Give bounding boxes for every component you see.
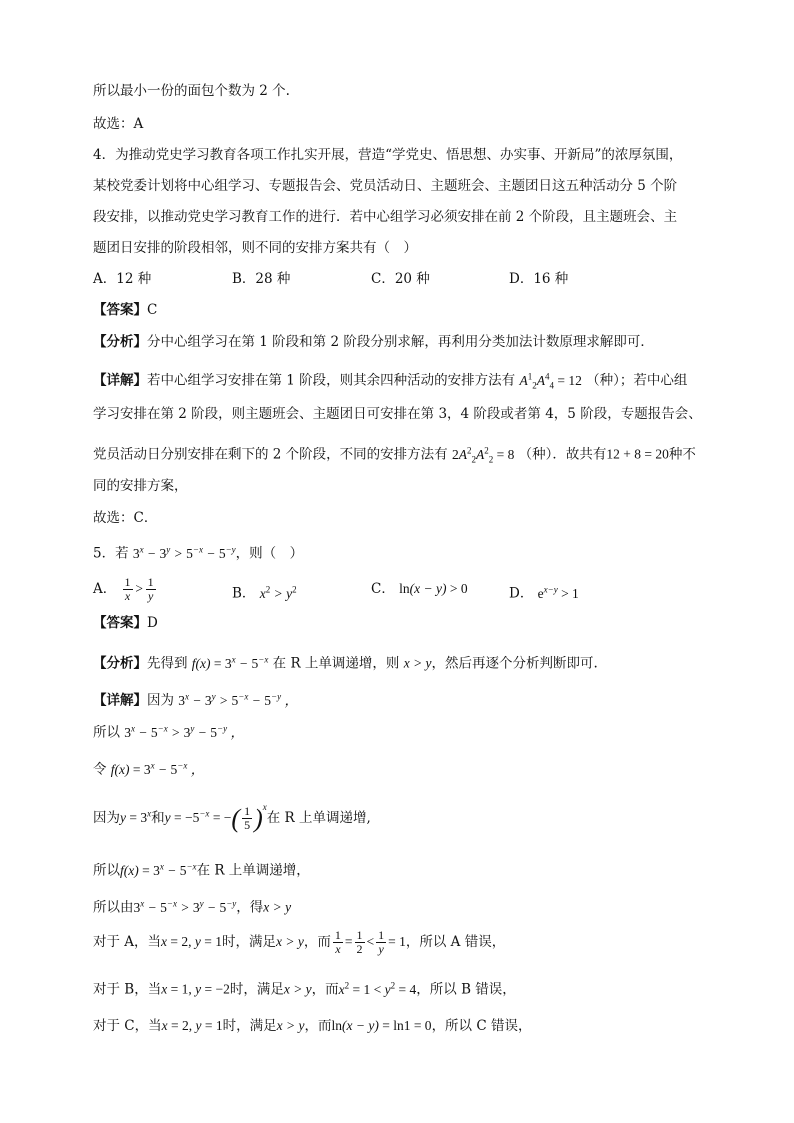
formula: ln(x − y) = ln1 = 0: [331, 1018, 432, 1033]
formula: $f(x) = 3^x - 5^{-x}$: [191, 654, 269, 671]
formula: x > y: [283, 981, 312, 997]
formula: x > y: [403, 655, 432, 671]
question-4-stem: 4．为推动党史学习教育各项工作扎实开展，营造“学党史、悟思想、办实事、开新局”的浓厚氛围，: [93, 147, 683, 163]
answer-line: [93, 614, 706, 632]
detail-line: 对于 B，当x = 1, y = −2时，满足x > y，而$x^2 = 1 < y^2 = 4$，所以 B 错误，: [93, 980, 516, 998]
answer-value: D: [147, 615, 158, 631]
question-4-stem: 段安排，以推动党史学习教育工作的进行．若中心组学习必须安排在前 2 个阶段，且主题班会、主: [93, 209, 678, 225]
option-c: C． ln(x − y) > 0: [371, 581, 468, 597]
answer-tag: 【答案】: [93, 302, 147, 318]
formula: $f(x) = 3^x - 5^{-x}$ ，: [110, 760, 205, 777]
detail-line: 所以 $3^x - 5^{-x} > 3^y - 5^{-y}$ ，: [93, 723, 244, 741]
text-line: 所以最小一份的面包个数为 2 个.: [93, 83, 290, 99]
option-a: A． $\frac{1}{x}$ > $\frac{1}{y}$: [93, 575, 154, 603]
formula: x = 1, y = −2: [161, 981, 230, 997]
text-line: 故选：A: [93, 116, 144, 132]
detail-line: 【详解】因为 $3^x - 3^y > 5^{-x} - 5^{-y}$ ，: [93, 691, 298, 709]
question-5-stem: 5．若 $3^x - 3^y > 5^{-x} - 5^{-y}$，则（ ）: [93, 544, 304, 562]
analysis-text: 分中心组学习在第 1 阶段和第 2 阶段分别求解，再利用分类加法计数原理求解即可．: [147, 334, 654, 350]
detail-tag: 【详解】: [93, 692, 147, 709]
analysis-tag: 【分析】: [93, 655, 147, 672]
formula: $3^x - 3^y > 5^{-x} - 5^{-y}$ ，: [178, 691, 298, 708]
detail-line: 党员活动日分别安排在剩下的 2 个阶段，不同的安排方法有 $2A^2_2A^2_2 = 8$ （种）．故共有12 + 8 = 20种不: [93, 445, 696, 465]
detail-line: 同的安排方案，: [93, 478, 188, 494]
detail-line: 对于 C，当x = 2, y = 1时，满足x > y，而ln(x − y) = ln1 = 0，所以 C 错误，: [93, 1018, 532, 1034]
detail-line: 令 $f(x) = 3^x - 5^{-x}$ ，: [93, 760, 205, 778]
question-4-stem: 题团日安排的阶段相邻，则不同的安排方案共有（ ）: [93, 240, 417, 256]
analysis-line: 【分析】先得到 $f(x) = 3^x - 5^{-x}$ 在 R 上单调递增，则 x > y，然后再逐个分析判断即可.: [93, 654, 598, 672]
formula: $\frac{1}{x}$: [334, 928, 341, 956]
formula: $x^2 = 1 < y^2 = 4$: [338, 980, 417, 997]
formula: $f(x) = 3^x - 5^{-x}$: [120, 861, 197, 878]
select-line: 故选：C．: [93, 510, 158, 526]
detail-line: 【详解】若中心组学习安排在第 1 阶段，则其余四种活动的安排方法有 $A^1_2A^4_4 = 12$ （种）；若中心组: [93, 371, 688, 391]
answer-line: [93, 301, 706, 319]
formula: $3^x - 5^{-x} > 3^y - 5^{-y}$: [133, 898, 237, 915]
analysis-line: [93, 333, 706, 351]
formula: $y = -5^{-x}$ = −( $\frac{1}{5}$ )$^x$: [164, 802, 267, 833]
formula: $3^x - 5^{-x} > 3^y - 5^{-y}$ ，: [124, 723, 244, 740]
option-b: B．28 种: [232, 271, 291, 287]
detail-tag: 【详解】: [93, 372, 147, 389]
detail-line: 所以$f(x) = 3^x - 5^{-x}$在 R 上单调递增，: [93, 861, 310, 879]
detail-line: 学习安排在第 2 阶段，则主题班会、主题团日可安排在第 3，4 阶段或者第 4，5 阶段，专题报告会、: [93, 406, 702, 422]
answer-value: C: [147, 302, 158, 318]
formula: $A^1_2A^4_4 = 12$: [519, 371, 582, 391]
formula: 12 + 8 = 20: [606, 446, 669, 462]
option-c: C．20 种: [371, 271, 430, 287]
detail-line: 对于 A，当x = 2, y = 1时，满足x > y，而 $\frac{1}{x}$ = $\frac{1}{2}$ < $\frac{1}{y}$ = 1，所以 A 错误，: [93, 928, 506, 956]
formula: x > y: [276, 1018, 305, 1033]
analysis-tag: 【分析】: [93, 334, 147, 350]
answer-tag: 【答案】: [93, 615, 147, 631]
formula: x = 2, y = 1: [161, 1018, 223, 1033]
formula: x > y: [263, 899, 292, 915]
question-5-options: [93, 576, 706, 602]
formula: x = 2, y = 1: [161, 934, 223, 949]
formula: $y = 3^x$: [120, 808, 152, 825]
formula: $3^x - 3^y > 5^{-x} - 5^{-y}$: [132, 544, 236, 561]
option-d: D．16 种: [509, 271, 569, 287]
question-4-stem: 某校党委计划将中心组学习、专题报告会、党员活动日、主题班会、主题团日这五种活动分 5 个阶: [93, 178, 678, 194]
detail-line: 因为$y = 3^x$和$y = -5^{-x}$ = −( $\frac{1}{5}$ )$^x$在 R 上单调递增,: [93, 802, 371, 833]
option-b: B． $x^2 > y^2$: [232, 584, 297, 602]
question-4-options: [93, 270, 706, 288]
detail-line: 所以由$3^x - 5^{-x} > 3^y - 5^{-y}$，得x > y: [93, 898, 292, 916]
formula: x > y: [276, 934, 304, 949]
formula: $2A^2_2A^2_2 = 8$: [451, 445, 515, 465]
option-a: A．12 种: [93, 271, 152, 287]
option-d: D． $e^{x-y} > 1$: [509, 584, 579, 602]
